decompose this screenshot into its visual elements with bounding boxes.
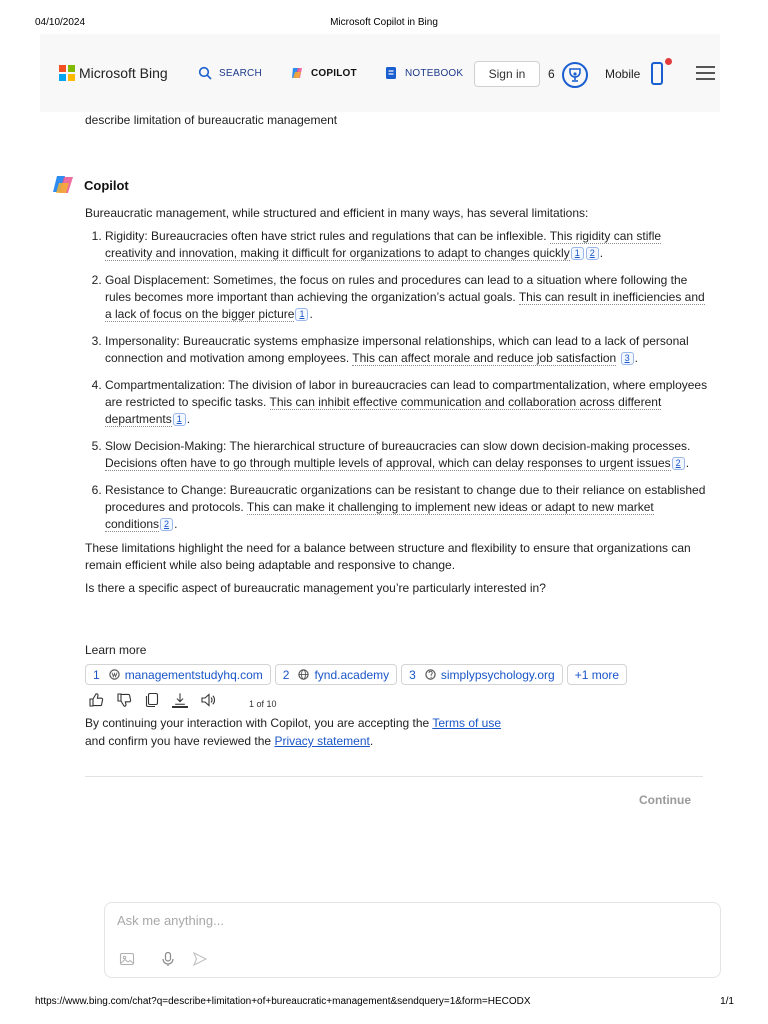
nav-search-label: SEARCH <box>219 67 262 79</box>
terms-line-1: By continuing your interaction with Copilot, you are accepting the <box>85 716 430 730</box>
menu-hamburger-icon[interactable] <box>696 66 715 80</box>
rewards-trophy-icon[interactable] <box>562 62 588 88</box>
wordpress-icon <box>109 669 120 680</box>
terms-line-2: and confirm you have reviewed the <box>85 734 272 748</box>
site-header <box>40 34 720 112</box>
response-page-count: 1 of 10 <box>249 699 277 709</box>
list-item: 1. Rigidity: Bureaucracies often have strict rules and regulations that can be inflexible. This rigidity can stifle creativity and innovation, making it difficult for organizations to adapt to changes quickly 1 2 . <box>105 228 710 262</box>
globe-icon <box>298 669 309 680</box>
cited-text[interactable]: This can affect morale and reduce job satisfaction <box>352 351 617 365</box>
cited-text[interactable]: This can result in inefficiencies and a lack of focus on the bigger picture <box>105 290 705 321</box>
citation-link[interactable]: 3 <box>621 352 634 365</box>
copilot-response-header <box>52 175 129 195</box>
copilot-logo-icon <box>52 175 74 195</box>
source-number: 2 <box>282 667 290 682</box>
item-text: Goal Displacement: Sometimes, the focus on rules and procedures can lead to a situation where following the rules becomes more important than achieving the organization’s actual goals. <box>105 273 688 304</box>
list-item: 4. Compartmentalization: The division of labor in bureaucracies can lead to compartmentalization, where employees are restricted to specific tasks. This can inhibit effective communication and collaboration across different departments 1 . <box>105 377 710 428</box>
nav-copilot[interactable] <box>290 66 357 80</box>
copilot-icon <box>290 66 304 80</box>
nav-notebook-label: NOTEBOOK <box>405 67 464 79</box>
mobile-phone-icon[interactable] <box>651 62 663 85</box>
follow-up-question: Is there a specific aspect of bureaucratic management you’re particularly interested in? <box>85 581 546 595</box>
item-text: Compartmentalization: The division of labor in bureaucracies can lead to compartmentalization, where employees are restricted to specific tasks. <box>105 378 708 409</box>
citation-link[interactable]: 1 <box>571 247 584 260</box>
psychology-site-icon <box>425 669 436 680</box>
copilot-answer <box>85 205 710 597</box>
answer-outro: These limitations highlight the need for a balance between structure and flexibility to ensure that organizations can remain efficient while also being adaptable and responsive to change. <box>85 541 691 572</box>
learn-more-label: Learn more <box>85 643 147 657</box>
source-links <box>85 664 631 685</box>
print-title: Microsoft Copilot in Bing <box>330 17 438 28</box>
cited-text[interactable]: This can make it challenging to implement new ideas or adapt to new market conditions <box>105 500 654 531</box>
nav-copilot-label: COPILOT <box>311 67 357 79</box>
citation-link[interactable]: 2 <box>672 457 685 470</box>
terms-notice: By continuing your interaction with Copilot, you are accepting the Terms of use and confirm you have reviewed the Privacy statement. <box>85 716 502 748</box>
mobile-label[interactable]: Mobile <box>605 67 641 81</box>
thumbs-down-icon[interactable] <box>116 692 132 708</box>
source-domain: simplypsychology.org <box>440 667 555 682</box>
speaker-icon[interactable] <box>200 692 216 708</box>
bing-logo[interactable] <box>59 65 168 81</box>
brand-name: Microsoft Bing <box>79 65 168 81</box>
source-link[interactable] <box>85 664 271 685</box>
chat-composer <box>104 902 721 978</box>
more-sources-label: +1 more <box>574 667 620 682</box>
citation-link[interactable]: 2 <box>160 518 173 531</box>
image-upload-icon[interactable] <box>119 951 135 967</box>
ask-input[interactable] <box>117 913 697 928</box>
notification-dot <box>665 58 672 65</box>
search-icon <box>198 66 212 80</box>
print-date: 04/10/2024 <box>35 17 86 28</box>
citation-link[interactable]: 1 <box>173 413 186 426</box>
nav-search[interactable] <box>198 66 262 80</box>
source-link[interactable] <box>401 664 563 685</box>
source-domain: fynd.academy <box>314 667 390 682</box>
list-item: 2. Goal Displacement: Sometimes, the focus on rules and procedures can lead to a situation where following the rules becomes more important than achieving the organization’s actual goals. This can result in inefficiencies and a lack of focus on the bigger picture 1 . <box>105 272 710 323</box>
copilot-name: Copilot <box>84 177 129 193</box>
source-number: 3 <box>409 667 416 682</box>
divider <box>85 776 703 777</box>
response-actions <box>88 692 228 708</box>
item-text: Rigidity: Bureaucracies often have strict rules and regulations that can be inflexible. <box>105 229 547 243</box>
citation-link[interactable]: 2 <box>586 247 599 260</box>
print-header <box>0 17 768 31</box>
copy-icon[interactable] <box>144 692 160 708</box>
source-link[interactable] <box>275 664 397 685</box>
cited-text[interactable]: This rigidity can stifle creativity and innovation, making it difficult for organizations to adapt to changes quickly <box>105 229 662 260</box>
user-query-text: describe limitation of bureaucratic management <box>85 113 338 127</box>
notebook-icon <box>384 66 398 80</box>
rewards-count[interactable]: 6 <box>548 67 555 81</box>
print-url: https://www.bing.com/chat?q=describe+limitation+of+bureaucratic+management&sendquery=1&form=HECODX <box>35 996 531 1007</box>
limitations-list <box>105 228 710 533</box>
citation-link[interactable]: 1 <box>295 308 308 321</box>
more-sources-button[interactable] <box>567 664 627 685</box>
answer-intro: Bureaucratic management, while structured and efficient in many ways, has several limitations: <box>85 206 589 220</box>
list-item: 5. Slow Decision-Making: The hierarchical structure of bureaucracies can slow down decision-making processes. Decisions often have to go through multiple levels of approval, which can delay responses to urgent issues 2 . <box>105 438 710 472</box>
nav-notebook[interactable] <box>384 66 463 80</box>
cited-text[interactable]: Decisions often have to go through multiple levels of approval, which can delay responses to urgent issues <box>105 456 671 470</box>
download-icon[interactable] <box>172 692 188 708</box>
list-item: 6. Resistance to Change: Bureaucratic organizations can be resistant to change due to their reliance on established procedures and protocols. This can make it challenging to implement new ideas or adapt to new market conditions 2 . <box>105 482 710 533</box>
continue-button[interactable]: Continue <box>639 793 691 807</box>
print-footer <box>0 996 768 1010</box>
microphone-icon[interactable] <box>160 951 176 967</box>
item-text: Slow Decision-Making: The hierarchical structure of bureaucracies can slow down decision-making processes. <box>105 439 691 453</box>
send-icon[interactable] <box>192 951 208 967</box>
source-number: 1 <box>93 667 100 682</box>
thumbs-up-icon[interactable] <box>88 692 104 708</box>
terms-of-use-link[interactable]: Terms of use <box>432 716 502 730</box>
privacy-statement-link[interactable]: Privacy statement <box>274 734 370 748</box>
cited-text[interactable]: This can inhibit effective communication and collaboration across different departments <box>105 395 662 426</box>
print-page-number: 1/1 <box>720 996 734 1007</box>
list-item: 3. Impersonality: Bureaucratic systems emphasize impersonal relationships, which can lead to a lack of personal connection and motivation among employees. This can affect morale and reduce job satisfaction 3 . <box>105 333 710 367</box>
item-text: Resistance to Change: Bureaucratic organizations can be resistant to change due to their reliance on established procedures and protocols. <box>105 483 706 514</box>
source-domain: managementstudyhq.com <box>124 667 263 682</box>
sign-in-button[interactable]: Sign in <box>474 61 540 87</box>
item-text: Impersonality: Bureaucratic systems emphasize impersonal relationships, which can lead to a lack of personal connection and motivation among employees. <box>105 334 689 365</box>
microsoft-logo-icon <box>59 65 75 81</box>
